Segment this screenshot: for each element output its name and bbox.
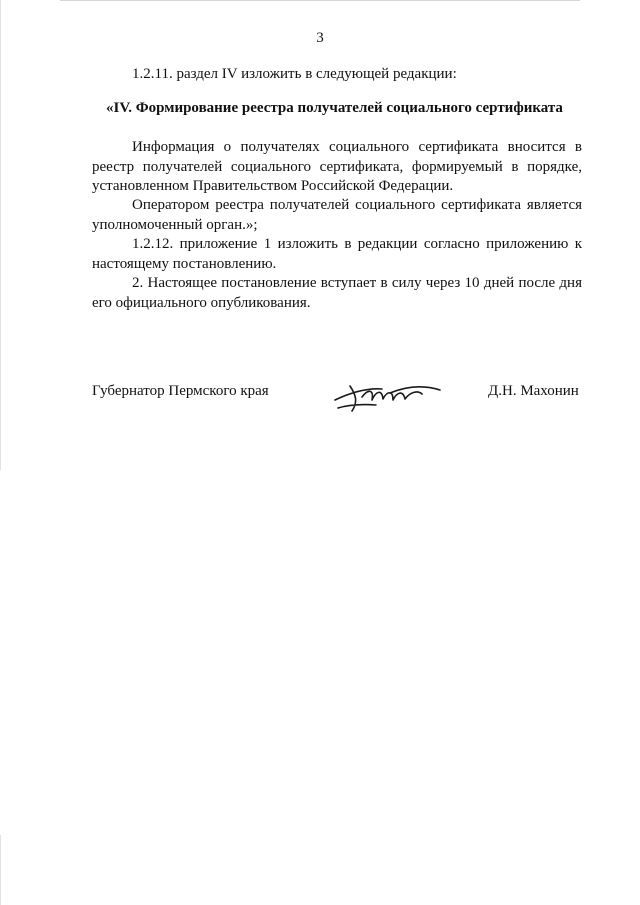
section-heading: «IV. Формирование реестра получателей социального сертификата [106, 100, 563, 116]
paragraph-effective-date: 2. Настоящее постановление вступает в силу через 10 дней после дня его официального опубликования. [92, 275, 582, 311]
amendment-intro: 1.2.11. раздел IV изложить в следующей редакции: [132, 66, 457, 82]
paragraph-operator: Оператором реестра получателей социального сертификата является уполномоченный орган.»; [92, 197, 582, 233]
signatory-name: Д.Н. Махонин [488, 383, 579, 399]
scan-edge-left-lower [0, 835, 1, 905]
scan-edge-top [60, 0, 580, 1]
page-number: 3 [316, 30, 324, 46]
scan-edge-left [0, 0, 1, 470]
signatory-title: Губернатор Пермского края [92, 383, 269, 399]
paragraph-info: Информация о получателях социального сертификата вносится в реестр получателей социального сертификата, формируемый в порядке, установленном Правительством Российской Федерации. [92, 139, 582, 194]
paragraph-annex: 1.2.12. приложение 1 изложить в редакции согласно приложению к настоящему постановлению. [92, 236, 582, 272]
handwritten-signature [332, 378, 444, 414]
